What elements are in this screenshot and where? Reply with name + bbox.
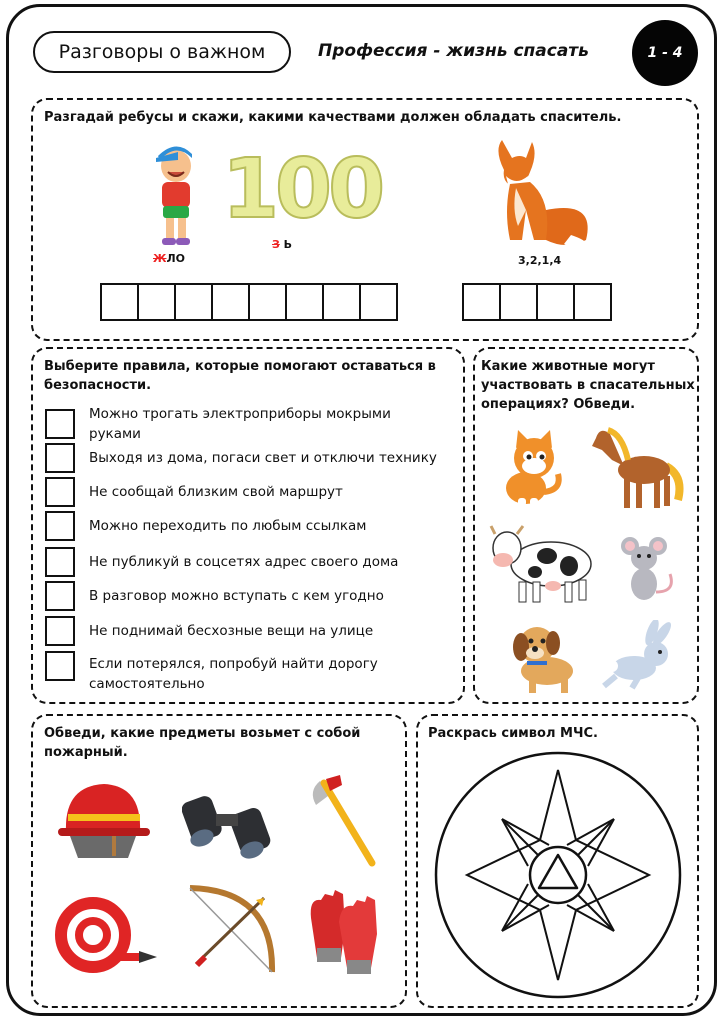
page-subtitle: Профессия - жизнь спасать <box>318 41 589 61</box>
number-suffix: Ь <box>283 238 293 251</box>
rule-checkbox[interactable] <box>45 477 75 507</box>
rule-checkbox[interactable] <box>45 409 75 439</box>
boy-caption <box>153 252 185 265</box>
boy-icon <box>148 140 203 252</box>
lesson-title-text: Разговоры о важном <box>58 41 266 63</box>
crossed-letter-z: З <box>272 238 280 251</box>
answer-cell[interactable] <box>285 283 324 321</box>
rule-text: Выходя из дома, погаси свет и отключи технику <box>89 450 437 466</box>
answer-cell[interactable] <box>211 283 250 321</box>
answer-cells-2 <box>462 283 610 321</box>
rule-item <box>45 616 455 646</box>
dog-icon[interactable] <box>507 617 583 697</box>
binoculars-icon[interactable] <box>182 780 274 860</box>
cow-icon[interactable] <box>489 520 595 606</box>
answer-cell[interactable] <box>359 283 398 321</box>
axe-icon[interactable] <box>308 775 380 869</box>
rule-text: В разговор можно вступать с кем угодно <box>89 588 384 604</box>
rule-checkbox[interactable] <box>45 511 75 541</box>
mouse-icon[interactable] <box>620 534 676 606</box>
rule-item <box>45 511 455 541</box>
answer-cell[interactable] <box>174 283 213 321</box>
number-caption <box>272 238 292 251</box>
rule-text: Можно переходить по любым ссылкам <box>89 518 367 534</box>
answer-cell[interactable] <box>137 283 176 321</box>
rule-item <box>45 547 455 577</box>
number-100: 100 <box>222 142 382 237</box>
rebus-instruction: Разгадай ребусы и скажи, какими качествами должен обладать спаситель. <box>44 110 622 125</box>
fox-caption: 3,2,1,4 <box>518 254 562 267</box>
mchs-emblem-icon[interactable] <box>431 748 685 1002</box>
rule-text: Не поднимай бесхозные вещи на улице <box>89 623 374 639</box>
lesson-title <box>33 31 291 73</box>
rule-checkbox[interactable] <box>45 547 75 577</box>
answer-cell[interactable] <box>573 283 612 321</box>
rule-item <box>45 581 455 611</box>
grade-badge: 1 - 4 <box>632 20 698 86</box>
rules-instruction: Выберите правила, которые помогают оставаться в безопасности. <box>44 359 436 393</box>
helmet-icon[interactable] <box>58 778 150 860</box>
rule-checkbox[interactable] <box>45 616 75 646</box>
rule-text: Если потерялся, попробуй найти дорогу самостоятельно <box>89 656 378 692</box>
rule-text: Не публикуй в соцсетях адрес своего дома <box>89 554 399 570</box>
emblem-instruction: Раскрась символ МЧС. <box>428 726 598 741</box>
rule-item <box>45 651 455 694</box>
answer-cell[interactable] <box>499 283 538 321</box>
rule-checkbox[interactable] <box>45 443 75 473</box>
fox-icon <box>486 140 596 252</box>
bow-icon[interactable] <box>184 884 276 976</box>
horse-icon[interactable] <box>588 420 684 514</box>
rabbit-icon[interactable] <box>602 620 678 692</box>
answer-cell[interactable] <box>248 283 287 321</box>
answer-cells-1 <box>100 283 396 321</box>
rule-checkbox[interactable] <box>45 651 75 681</box>
rule-item <box>45 477 455 507</box>
animals-instruction: Какие животные могут участвовать в спасательных операциях? Обведи. <box>481 359 695 412</box>
rule-item <box>45 404 455 444</box>
rule-item <box>45 443 455 473</box>
rule-checkbox[interactable] <box>45 581 75 611</box>
answer-cell[interactable] <box>322 283 361 321</box>
items-instruction: Обведи, какие предметы возьмет с собой пожарный. <box>44 726 361 760</box>
crossed-letter-zh: Ж <box>153 252 167 265</box>
answer-cell[interactable] <box>536 283 575 321</box>
cat-icon[interactable] <box>500 430 566 508</box>
answer-cell[interactable] <box>100 283 139 321</box>
rule-text: Не сообщай близким свой маршрут <box>89 484 343 500</box>
gloves-icon[interactable] <box>305 888 381 980</box>
answer-cell[interactable] <box>462 283 501 321</box>
rule-text: Можно трогать электроприборы мокрыми руками <box>89 406 391 442</box>
boy-suffix: ЛО <box>166 252 185 265</box>
hose-icon[interactable] <box>55 895 159 975</box>
